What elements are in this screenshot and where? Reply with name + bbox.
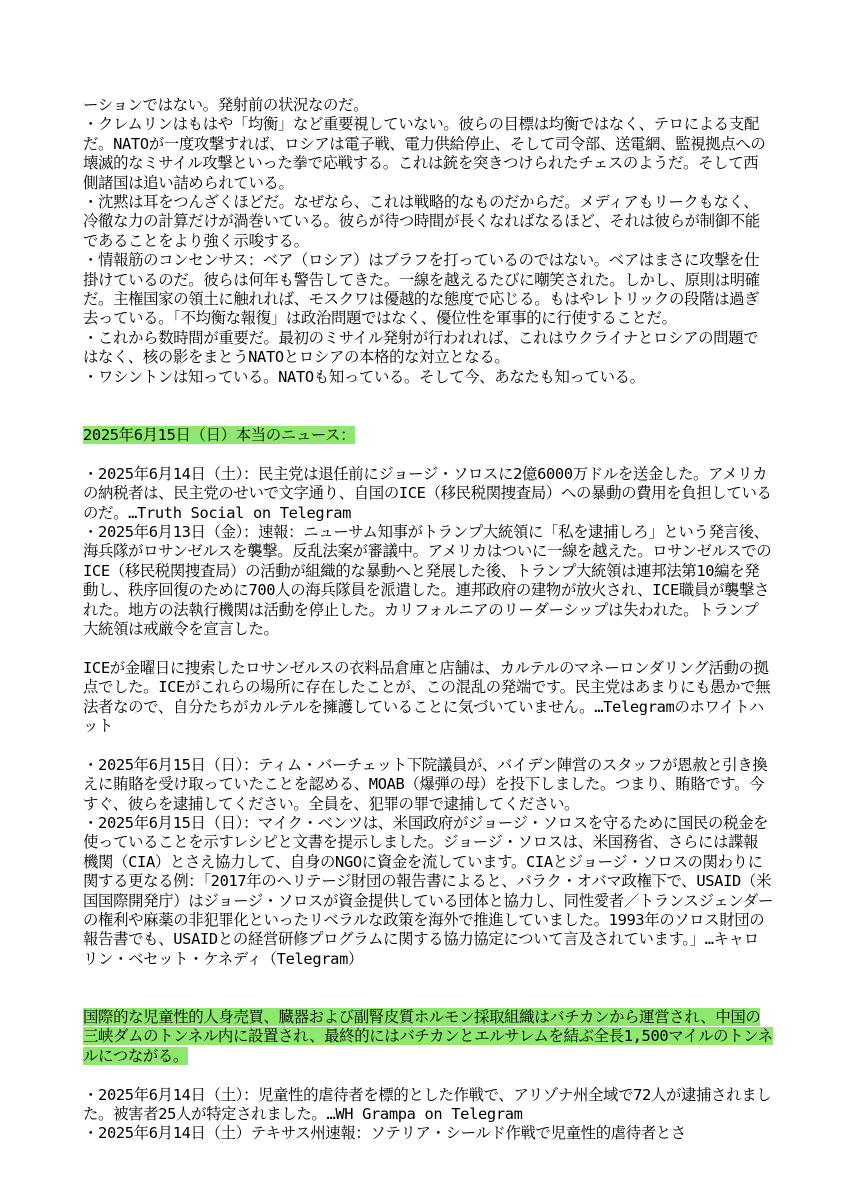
news-item: ・2025年6月15日（日）：ティム・バーチェット下院議員が、バイデン陣営のスタッフが恩赦と引き換えに賄賂を受け取っていたことを認める、MOAB（爆弾の母）を投下しました。つまり、賄賂です。今すぐ、彼らを逮捕してください。全員を、犯罪の罪で逮捕してください。 (83, 755, 768, 813)
section-heading (83, 1008, 773, 1066)
news-item: ・2025年6月15日（日）：マイク・ベンツは、米国政府がジョージ・ソロスを守るために国民の税金を使っていることを示すレシピと文書を提示しました。ジョージ・ソロスは、米国務省、さらには諜報機関（CIA）とさえ協力して、自身のNGOに資金を流しています。CIAとジョージ・ソロスの関わりに関する更なる例：「2017年のヘリテージ財団の報告書によると、バラク・オバマ政権下で、USAID（米国国際開発庁）はジョージ・ソロスが資金提供している団体と協力し、同性愛者／トランスジェンダーの権利や麻薬の非犯罪化といったリベラルな政策を海外で推進していました。1993年のソロス財団の報告書でも、USAIDとの経営研修プログラムに関する協力協定について言及されています。」…キャロリン・ベセット・ケネディ（Telegram） (83, 813, 773, 968)
intro-paragraph: ・情報筋のコンセンサス：ベア（ロシア）はブラフを打っているのではない。ベアはまさに攻撃を仕掛けているのだ。彼らは何年も警告してきた。一線を越えるたびに嘲笑された。しかし、原則は明確だ。主権国家の領土に触れれば、モスクワは優越的な態度で応じる。もはやレトリックの段階は過ぎ去っている。「不均衡な報復」は政治問題ではなく、優位性を軍事的に行使することだ。 (83, 251, 760, 328)
news-item: ・2025年6月14日（土）：民主党は退任前にジョージ・ソロスに2億6000万ドルを送金した。アメリカの納税者は、民主党のせいで文字通り、自国のICE（移民税関捜査局）への暴動の費用を負担しているのだ。…Truth Social on Telegram (83, 464, 772, 522)
highlighted-heading-text: 2025年6月15日（日）本当のニュース： (83, 425, 356, 444)
spacer (83, 1066, 773, 1085)
intro-paragraph: ・これから数時間が重要だ。最初のミサイル発射が行われれば、これはウクライナとロシアの問題ではなく、核の影をまとうNATOとロシアの本格的な対立となる。 (83, 328, 759, 367)
news-followup: ICEが金曜日に捜索したロサンゼルスの衣料品倉庫と店舗は、カルテルのマネーロンダリング活動の拠点でした。ICEがこれらの場所に存在したことが、この混乱の発端です。民主党はあまりにも愚かで無法者なので、自分たちがカルテルを擁護していることに気づいていません。…Telegramのホワイトハット (83, 658, 771, 735)
intro-paragraph: ・ワシントンは知っている。NATOも知っている。そして今、あなたも知っている。 (83, 367, 645, 386)
news-item: ・2025年6月13日（金）：速報：ニューサム知事がトランプ大統領に「私を逮捕しろ」という発言後、海兵隊がロサンゼルスを襲撃。反乱法案が審議中。アメリカはついに一線を越えた。ロサンゼルスでのICE（移民税関捜査局）の活動が組織的な暴動へと発展した後、トランプ大統領は連邦法第10編を発動し、秩序回復のために700人の海兵隊員を派遣した。連邦政府の建物が放火され、ICE職員が襲撃された。地方の法執行機関は活動を停止した。カリフォルニアのリーダーシップは失われた。トランプ大統領は戒厳令を宣言した。 (83, 522, 772, 638)
spacer (83, 969, 773, 1008)
highlighted-heading-text: 国際的な児童性的人身売買、臓器および副腎皮質ホルモン採取組織はバチカンから運営され、中国の三峡ダムのトンネル内に設置され、最終的にはバチカンとエルサレムを結ぶ全長1,500マイルのトンネルにつながる。 (83, 1008, 773, 1065)
document-page (83, 96, 773, 1144)
spacer (83, 736, 773, 755)
spacer (83, 639, 773, 658)
news-item: ・2025年6月14日（土）：児童性的虐待者を標的とした作戦で、アリゾナ州全域で72人が逮捕されました。被害者25人が特定されました。…WH Grampa on Telegram (83, 1085, 772, 1124)
section-heading (83, 426, 773, 445)
intro-paragraph: ーションではない。発射前の状況なのだ。 (83, 96, 369, 114)
news-item: ・2025年6月14日（土）テキサス州速報：ソテリア・シールド作戦で児童性的虐待者とさ (83, 1124, 686, 1143)
spacer (83, 387, 773, 426)
spacer (83, 445, 773, 464)
intro-paragraph: ・クレムリンはもはや「均衡」など重要視していない。彼らの目標は均衡ではなく、テロによる支配だ。NATOが一度攻撃すれば、ロシアは電子戦、電力供給停止、そして司令部、送電網、監視拠点への壊滅的なミサイル攻撃といった拳で応戦する。これは銃を突きつけられたチェスのようだ。そして西側諸国は追い詰められている。 (83, 115, 766, 192)
intro-paragraph: ・沈黙は耳をつんざくほどだ。なぜなら、これは戦略的なものだからだ。メディアもリークもなく、冷徹な力の計算だけが渦巻いている。彼らが待つ時間が長くなればなるほど、それは彼らが制御不能であることをより強く示唆する。 (83, 193, 760, 250)
